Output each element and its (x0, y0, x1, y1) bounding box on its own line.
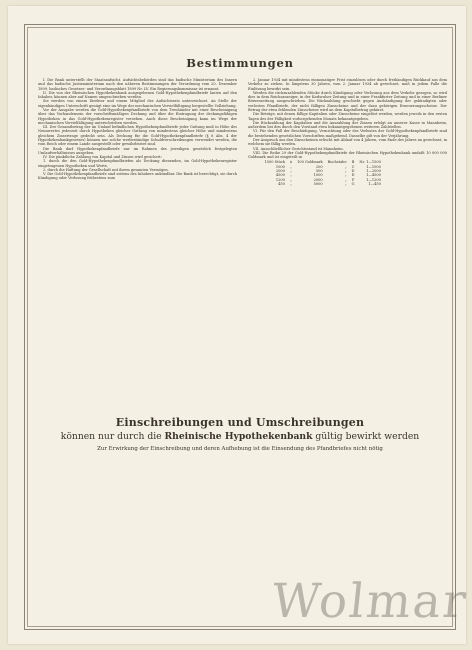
terms-paragraph: II. Die von der Rheinischen Hypothekenbank ausgegebenen Gold-Hypothekenpfandbriefe lauten auf den Inhaber, können aber auf Namen umgeschrieben werden. (38, 90, 237, 100)
bank-name: Rheinische Hypothekenbank (164, 431, 313, 442)
series-cell: à (289, 160, 293, 165)
bank-statement (28, 431, 452, 442)
bank-statement-before: können nur durch die (60, 431, 165, 442)
series-cell: „ (344, 164, 347, 169)
series-cell: 1000 (275, 164, 285, 169)
right-paragraphs (248, 78, 447, 159)
series-cell: 1000 (313, 173, 323, 178)
series-cell: D (351, 168, 355, 173)
series-cell: 1—1000 (366, 164, 381, 169)
series-cell: 4500 (275, 173, 285, 178)
series-cell: „ (344, 173, 347, 178)
series-cell: 1500 Stück (264, 160, 285, 165)
series-cell: 1200 (275, 177, 285, 182)
series-cell: 1—1200 (366, 177, 381, 182)
series-cell: „ (290, 164, 293, 169)
terms-paragraph: 2. Januar 1934 mit mindestens einmonatiger Frist einzulösen oder durch freihändigen Rückkauf aus dem Verkehr zu ziehen. In längstens 30 Jahren, vom 2. Januar 1934 ab gerechnet, muß in jedem Falle die Einlösung bewirkt sein. (248, 78, 447, 91)
inner-border (27, 27, 453, 627)
series-row (262, 182, 383, 186)
series-cell: 200 (315, 164, 323, 169)
series-cell: 500 (315, 168, 323, 173)
terms-paragraph: VIII. Die Reihe 29 der Gold-Hypothekenpfandbriefe der Rheinischen Hypothekenbank umfaßt 10 000 000 Goldmark und ist eingeteilt in (248, 150, 447, 160)
section-title-einschreibungen: Einschreibungen und Umschreibungen (115, 416, 365, 429)
section-title-bestimmungen: Bestimmungen (186, 56, 294, 70)
series-cell: 2000 (313, 177, 323, 182)
series-cell: „ (290, 173, 293, 178)
terms-paragraph: Sie werden von einem Direktor und einem Mitglied des Aufsichtsrats unterzeichnet. An Stelle der eigenhändigen Unterschrift genügt eine im Wege der mechanischen Vervielfältigung hergestellte Vollziehung. (38, 99, 237, 108)
terms-right-column (248, 78, 447, 186)
terms-paragraph: Die Beträge, mit denen fällige Kapitalien oder Zinsscheine eingelöst werden, werden jeweils in den ersten Tagen des der Fälligkeit vorhergehenden Monats bekanntgegeben. (248, 112, 447, 121)
series-cell: „ (344, 181, 347, 186)
series-cell: E (351, 173, 355, 178)
dealer-watermark: Wolmar (269, 574, 471, 629)
series-cell: „ (344, 177, 347, 182)
terms-paragraph: 1. durch die den Gold-Hypothekenpfandbriefen als Deckung dienenden, im Gold-Hypothekenregister eingetragenen Hypotheken und Werte, (38, 159, 237, 168)
series-cell: 1—4500 (366, 173, 381, 178)
series-cell: „ (290, 168, 293, 173)
series-cell: 450 (278, 181, 285, 186)
series-cell: „ (344, 168, 347, 173)
series-cell: „ (290, 181, 293, 186)
terms-paragraph: V. Die Gold-Hypothekenpfandbriefe sind seitens des Inhabers unkündbar. Die Bank ist berechtigt, sie durch Kündigung oder Verlosung frühestens zum (38, 172, 237, 181)
series-row (262, 160, 383, 164)
series-cell: Buchstabe (327, 160, 347, 165)
terms-paragraph: VII. Ausschließlicher Gerichtsstand ist Mannheim. (253, 146, 344, 151)
terms-paragraph: Die Rückzahlung der Kapitalien und die Auszahlung der Zinsen erfolgt an unserer Kasse in Mannheim, außerdem bei den durch den Vorstand etwa bekanntgegebenen weiteren Zahlstellen. (248, 120, 447, 130)
terms-paragraph: Werden die rückzuzahlenden Stücke durch Kündigung oder Verlosung aus dem Verkehr gezogen, so wird dies in dem Reichsanzeiger, in der Karlsruher Zeitung und in einer Frankfurter Zeitung und in einer Berliner Börsenzeitung ausgeschrieben. Die Rückzahlung geschieht gegen Aushändigung der gekündigten oder verlosten Pfandbriefe, der nicht fälligen Zinsscheine und der dazu gehörigen Erneuerungsscheine. Der Betrag der etwa fehlenden Zinsscheine wird an dem Kapitalbetrag gekürzt. (248, 90, 447, 112)
series-cell: C (351, 164, 355, 169)
bank-statement-after: gültig bewirkt werden (312, 431, 420, 442)
terms-paragraph: 2. durch die Haftung der Gesellschaft mit ihrem gesamten Vermögen. (43, 167, 169, 172)
series-cell: 100 Goldmark (297, 160, 323, 165)
series-cell: G (351, 181, 355, 186)
series-cell: 5000 (313, 181, 323, 186)
series-cell: 2000 (275, 168, 285, 173)
terms-paragraph: IV. Die pünktliche Zahlung von Kapital und Zinsen wird gesichert: (43, 155, 162, 160)
series-cell: B (351, 160, 355, 165)
document-border (24, 24, 456, 630)
series-cell: 1—2000 (366, 168, 381, 173)
terms-paragraph: I. Die Bank unterstellt der Staatsaufsicht. Aufsichtsbehörden sind das badische Ministerium des Innern und das badische Justizministerium nach den näheren Bestimmungen der Verordnung vom 20. Dezember 1899, badisches Gesetzes- und Verordnungsblatt 1899 Nr. LV. Ein Regierungskommissar ist ernannt. (38, 78, 237, 91)
series-table (262, 160, 383, 186)
registration-note: Zur Erwirkung der Einschreibung und deren Aufhebung ist die Einsendung des Pfandbriefes nicht nötig (97, 446, 383, 452)
terms-paragraph: Der Anspruch aus den Zinsscheinen erlischt mit Ablauf von 4 Jahren, vom Ende des Jahres an gerechnet, in welchem sie fällig werden. (248, 137, 448, 147)
terms-paragraph: Vor der Ausgabe werden die Gold-Hypothekenpfandbriefe von dem Treuhänder mit einer Bescheinigung über das Vorhandensein der vorschriftsmäßigen Deckung und über die Eintragung der deckungsfähigen Hypotheken in das Gold-Hypothekenregister versehen. Auch diese Bescheinigung kann im Wege der mechanischen Vervielfältigung unterschrieben werden. (38, 107, 237, 125)
terms-paragraph: Die Bank darf Hypothekenpfandbriefe nur im Rahmen des jeweiligen gesetzlich festgelegten Umlaufverhältnisses ausgeben. (38, 146, 237, 155)
terms-paragraph: III. Der Gesamtbetrag der im Umlauf befindlichen Hypothekenpfandbriefe jeder Gattung muß in Höhe des Nennwertes jederzeit durch Hypotheken gleicher Gattung von mindestens gleicher Höhe und mindestens gleichem Zinsertrage gedeckt sein. Als Deckung für die Gold-Hypothekenpfandbriefe (§ 6 Abs. 4 der Hypothekenbankgesetzes) können nur solche werbeständige Schuldverschreibungen verwendet werden, die vom Reich oder einem Lande ausgestellt oder gewährleistet sind. (38, 125, 237, 147)
series-cell: F (351, 177, 355, 182)
series-row (262, 173, 383, 177)
series-cell: „ (290, 177, 293, 182)
certificate-sheet (8, 6, 466, 644)
terms-paragraph: VI. Für den Fall der Beschädigung, Vernichtung oder des Verlustes der Gold-Hypothekenpfandbriefe sind die bestehenden gesetzlichen Vorschriften maßgebend. Dasselbe gilt von der Verjährung. (248, 129, 447, 138)
series-cell: Nr. 1—1500 (359, 160, 381, 165)
terms-left-column (38, 78, 237, 181)
series-cell: 1—450 (368, 181, 381, 186)
